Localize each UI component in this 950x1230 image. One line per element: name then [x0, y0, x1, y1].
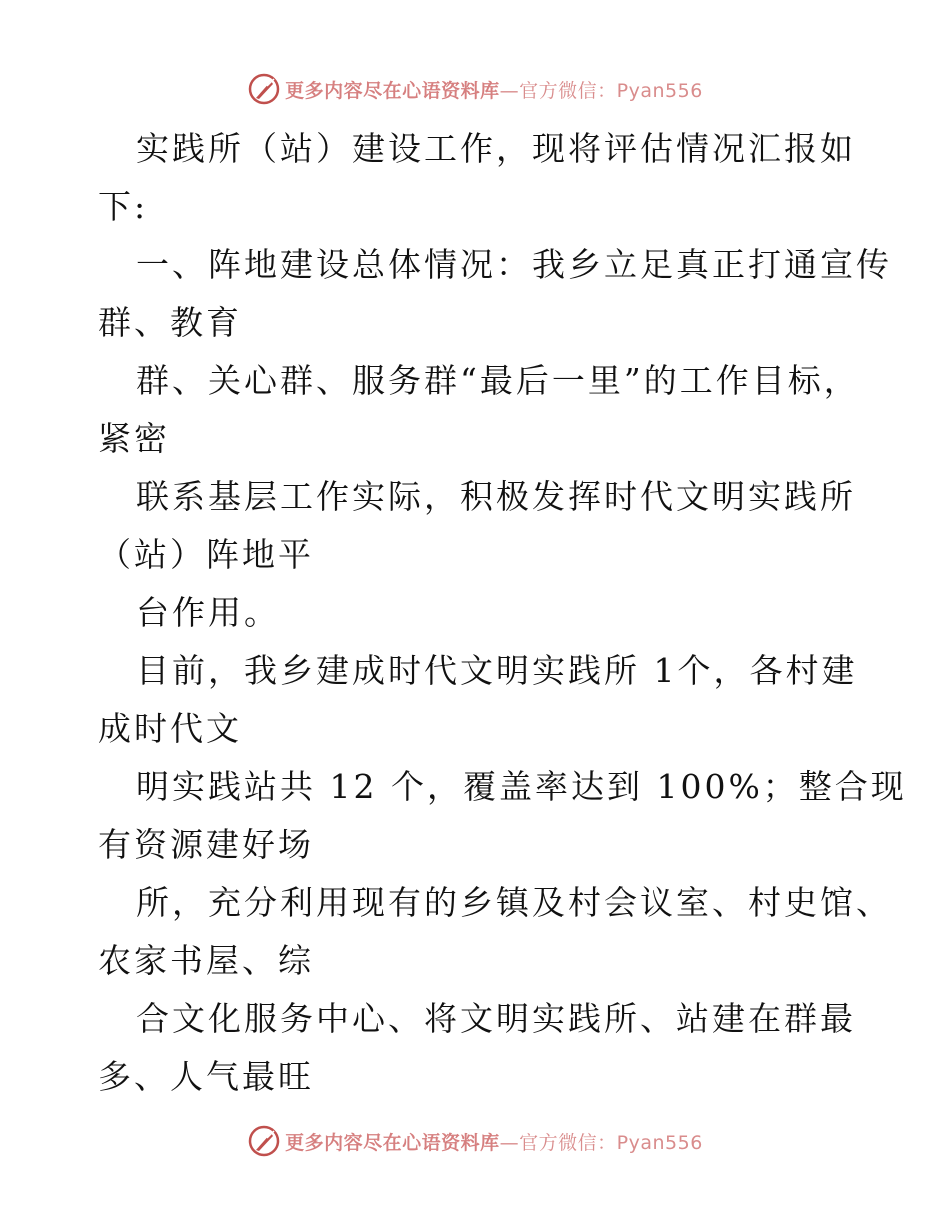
body-line: 实践所（站）建设工作，现将评估情况汇报如: [136, 129, 856, 168]
body-line: （站）阵地平: [98, 535, 314, 574]
feather-pen-logo-icon: [247, 1124, 281, 1158]
body-line: 联系基层工作实际，积极发挥时代文明实践所: [136, 477, 856, 516]
watermark-separator: —: [499, 1131, 520, 1154]
footer-watermark: [0, 1124, 950, 1158]
body-line: 成时代文: [98, 709, 242, 748]
body-line: 下:: [98, 187, 149, 226]
body-line: 多、人气最旺: [98, 1057, 314, 1096]
watermark-brand: 更多内容尽在心语资料库: [285, 79, 500, 102]
feather-pen-logo-icon: [247, 72, 281, 106]
watermark-brand: 更多内容尽在心语资料库: [285, 1131, 500, 1154]
body-line: 有资源建好场: [98, 825, 314, 864]
watermark-separator: —: [499, 79, 520, 102]
header-watermark: [0, 72, 950, 106]
body-line: 农家书屋、综: [98, 941, 314, 980]
body-line: 台作用。: [136, 593, 280, 632]
watermark-contact: 官方微信：Pyan556: [519, 1131, 703, 1154]
body-line: 明实践站共 12 个，覆盖率达到 100%；整合现: [136, 767, 907, 806]
document-body: [98, 120, 907, 1106]
body-line: 一、阵地建设总体情况：我乡立足真正打通宣传: [136, 245, 892, 284]
body-line: 合文化服务中心、将文明实践所、站建在群最: [136, 999, 856, 1038]
body-line: 紧密: [98, 419, 170, 458]
body-line: 群、关心群、服务群“最后一里”的工作目标，: [136, 361, 860, 400]
watermark-contact: 官方微信：Pyan556: [519, 79, 703, 102]
body-line: 所，充分利用现有的乡镇及村会议室、村史馆、: [136, 883, 892, 922]
body-line: 群、教育: [98, 303, 242, 342]
body-line: 目前，我乡建成时代文明实践所 1个，各村建: [136, 651, 858, 690]
